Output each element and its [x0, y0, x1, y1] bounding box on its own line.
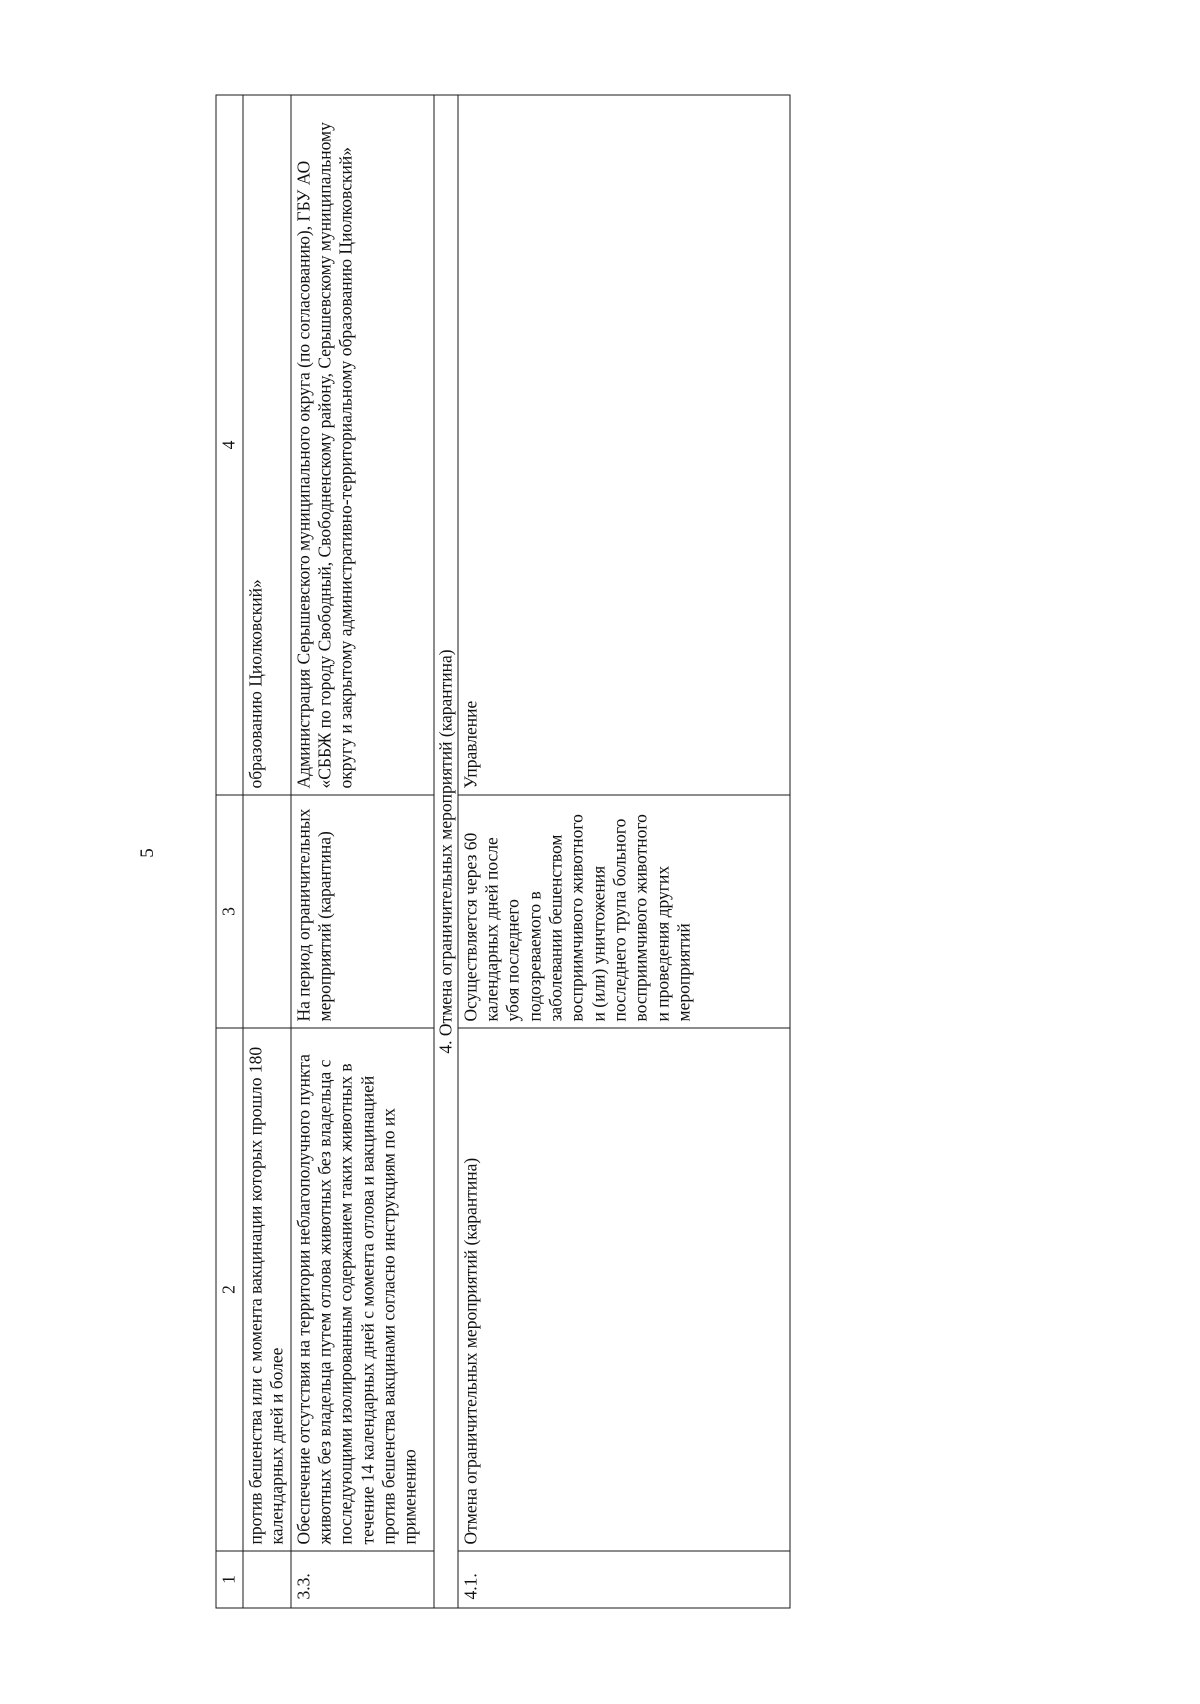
- row-term: [243, 795, 291, 1028]
- header-col-4: 4: [216, 95, 243, 795]
- table-row: [243, 95, 291, 1608]
- section-title: 4. Отмена ограничительных мероприятий (карантина): [433, 95, 457, 1608]
- page-number-text: 5: [137, 848, 158, 858]
- measures-table-wrapper: [215, 96, 783, 1609]
- row-responsible: образованию Циолковский»: [243, 95, 291, 795]
- row-action: против бешенства или с момента вакцинации которых прошло 180 календарных дней и более: [243, 1028, 291, 1551]
- table-header-row: [216, 95, 243, 1608]
- row-number: 3.3.: [290, 1551, 433, 1608]
- measures-table: [215, 95, 790, 1609]
- row-responsible: Управление: [457, 95, 789, 795]
- header-col-1: 1: [216, 1551, 243, 1608]
- row-responsible: Администрация Серышевского муниципального округа (по согласованию), ГБУ АО «СББЖ по городу Свободный, Свободненскому району, Серышевскому муниципальному округу и закрытому административно-территориальному образованию Циолковский»: [290, 95, 433, 795]
- section-row: [433, 95, 457, 1608]
- row-action: Отмена ограничительных мероприятий (карантина): [457, 1028, 789, 1551]
- table-row: [457, 95, 789, 1608]
- header-col-3: 3: [216, 795, 243, 1028]
- table-row: [290, 95, 433, 1608]
- row-action: Обеспечение отсутствия на территории неблагополучного пункта животных без владельца путем отлова животных без владельца с последующими изолированным содержанием таких животных в течение 14 календарных дней с момента отлова и вакцинацией против бешенства вакцинами согласно инструкциям по их применению: [290, 1028, 433, 1551]
- row-term: На период ограничительных мероприятий (карантина): [290, 795, 433, 1028]
- row-term: Осуществляется через 60 календарных дней после убоя последнего подозреваемого в заболевании бешенством восприимчивого животного и (или) уничтожения последнего трупа больного восприимчивого животного и проведения других мероприятий: [457, 795, 789, 1028]
- row-number: [243, 1551, 291, 1608]
- header-col-2: 2: [216, 1028, 243, 1551]
- page-number: [138, 838, 158, 868]
- row-number: 4.1.: [457, 1551, 789, 1608]
